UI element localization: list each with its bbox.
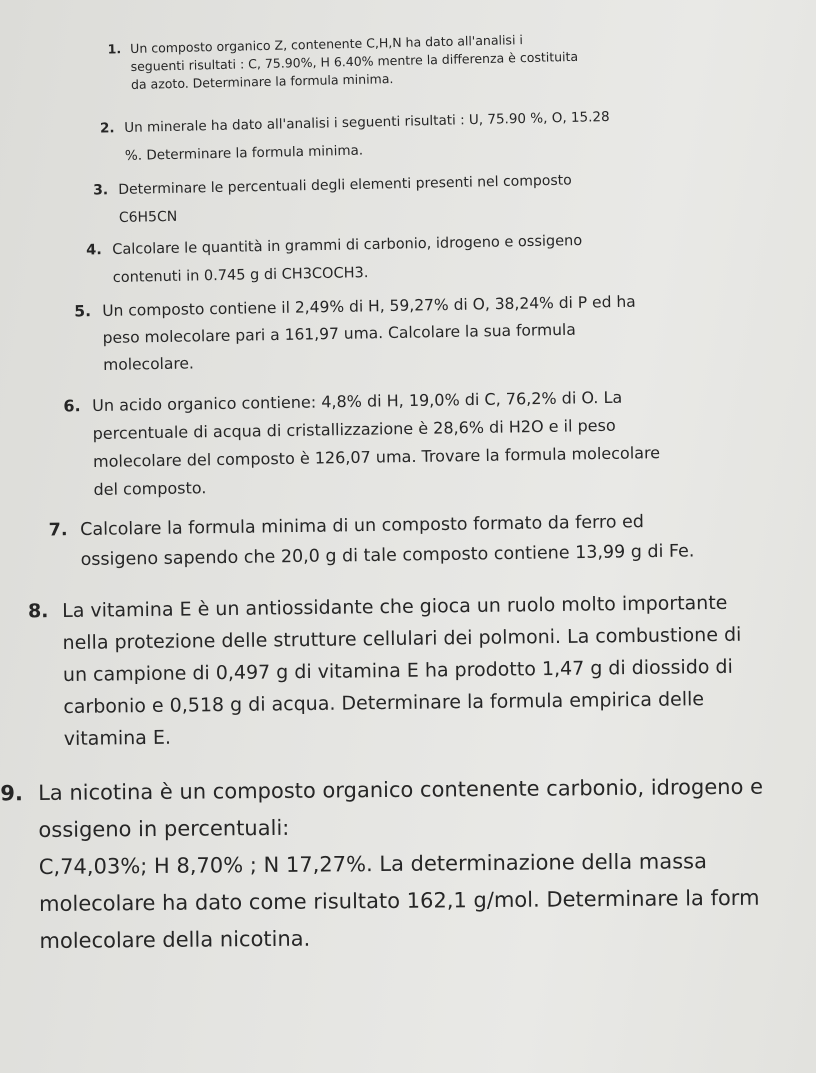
question-text-line: Un composto contiene il 2,49% di H, 59,27% di O, 38,24% di P ed ha — [102, 292, 636, 320]
question-text-line: percentuale di acqua di cristallizzazione è 28,6% di H2O e il peso — [92, 415, 616, 443]
question-text-line: vitamina E. — [63, 726, 172, 750]
question-7 — [48, 506, 695, 575]
question-text-line: seguenti risultati : C, 75.90%, H 6.40% mentre la differenza è costituita — [130, 48, 579, 74]
question-text-line: La vitamina E è un antiossidante che gioca un ruolo molto importante — [62, 591, 728, 622]
question-text-line: Un acido organico contiene: 4,8% di H, 19,0% di C, 76,2% di O. La — [92, 387, 623, 415]
question-number: 3. — [92, 182, 109, 199]
question-text-line: Un composto organico Z, contenente C,H,N ha dato all'analisi i — [130, 32, 524, 56]
question-4 — [86, 227, 583, 292]
question-text-line: un campione di 0,497 g di vitamina E ha prodotto 1,47 g di diossido di — [62, 655, 733, 686]
question-8 — [27, 587, 743, 755]
question-3 — [92, 167, 573, 232]
question-text-line: contenuti in 0.745 g di CH3COCH3. — [112, 265, 369, 286]
question-text-line: carbonio e 0,518 g di acqua. Determinare la formula empirica delle — [63, 688, 705, 718]
question-9 — [0, 769, 764, 960]
question-text-line: Determinare le percentuali degli elementi presenti nel composto — [118, 172, 572, 198]
question-5 — [74, 289, 637, 379]
question-number: 4. — [86, 242, 102, 259]
question-text-line: ossigeno in percentuali: — [38, 815, 290, 842]
question-number: 1. — [107, 41, 122, 57]
question-6 — [63, 383, 661, 504]
question-text-line: Un minerale ha dato all'analisi i seguenti risultati : U, 75.90 %, O, 15.28 — [124, 108, 610, 136]
question-text-line: molecolare del composto è 126,07 uma. Trovare la formula molecolare — [92, 443, 661, 471]
question-text-line: da azoto. Determinare la formula minima. — [130, 71, 394, 92]
question-text-line: C,74,03%; H 8,70% ; N 17,27%. La determinazione della massa — [38, 849, 707, 879]
question-text-line: molecolare ha dato come risultato 162,1 g/mol. Determinare la form — [39, 885, 760, 916]
question-text-line: %. Determinare la formula minima. — [124, 142, 364, 164]
question-text-line: nella protezione delle strutture cellulari dei polmoni. La combustione di — [62, 623, 742, 654]
question-text-line: Calcolare le quantità in grammi di carbonio, idrogeno e ossigeno — [112, 232, 583, 258]
question-text-line: peso molecolare pari a 161,97 uma. Calcolare la sua formula — [102, 320, 576, 347]
question-text-line: C6H5CN — [118, 208, 178, 226]
question-text-line: La nicotina è un composto organico contenente carbonio, idrogeno e — [38, 774, 764, 805]
question-text-line: molecolare. — [103, 354, 195, 374]
question-text-line: molecolare della nicotina. — [39, 926, 311, 953]
question-number: 9. — [0, 781, 24, 806]
question-text-line: Calcolare la formula minima di un composto formato da ferro ed — [80, 512, 645, 540]
question-number: 8. — [27, 600, 49, 623]
question-number: 2. — [99, 120, 115, 137]
question-number: 7. — [48, 520, 68, 541]
question-2 — [99, 103, 611, 170]
question-text-line: del composto. — [93, 478, 207, 499]
question-text-line: ossigeno sapendo che 20,0 g di tale composto contiene 13,99 g di Fe. — [80, 541, 695, 570]
question-1 — [107, 30, 579, 94]
question-number: 5. — [74, 302, 92, 321]
question-number: 6. — [63, 396, 81, 416]
